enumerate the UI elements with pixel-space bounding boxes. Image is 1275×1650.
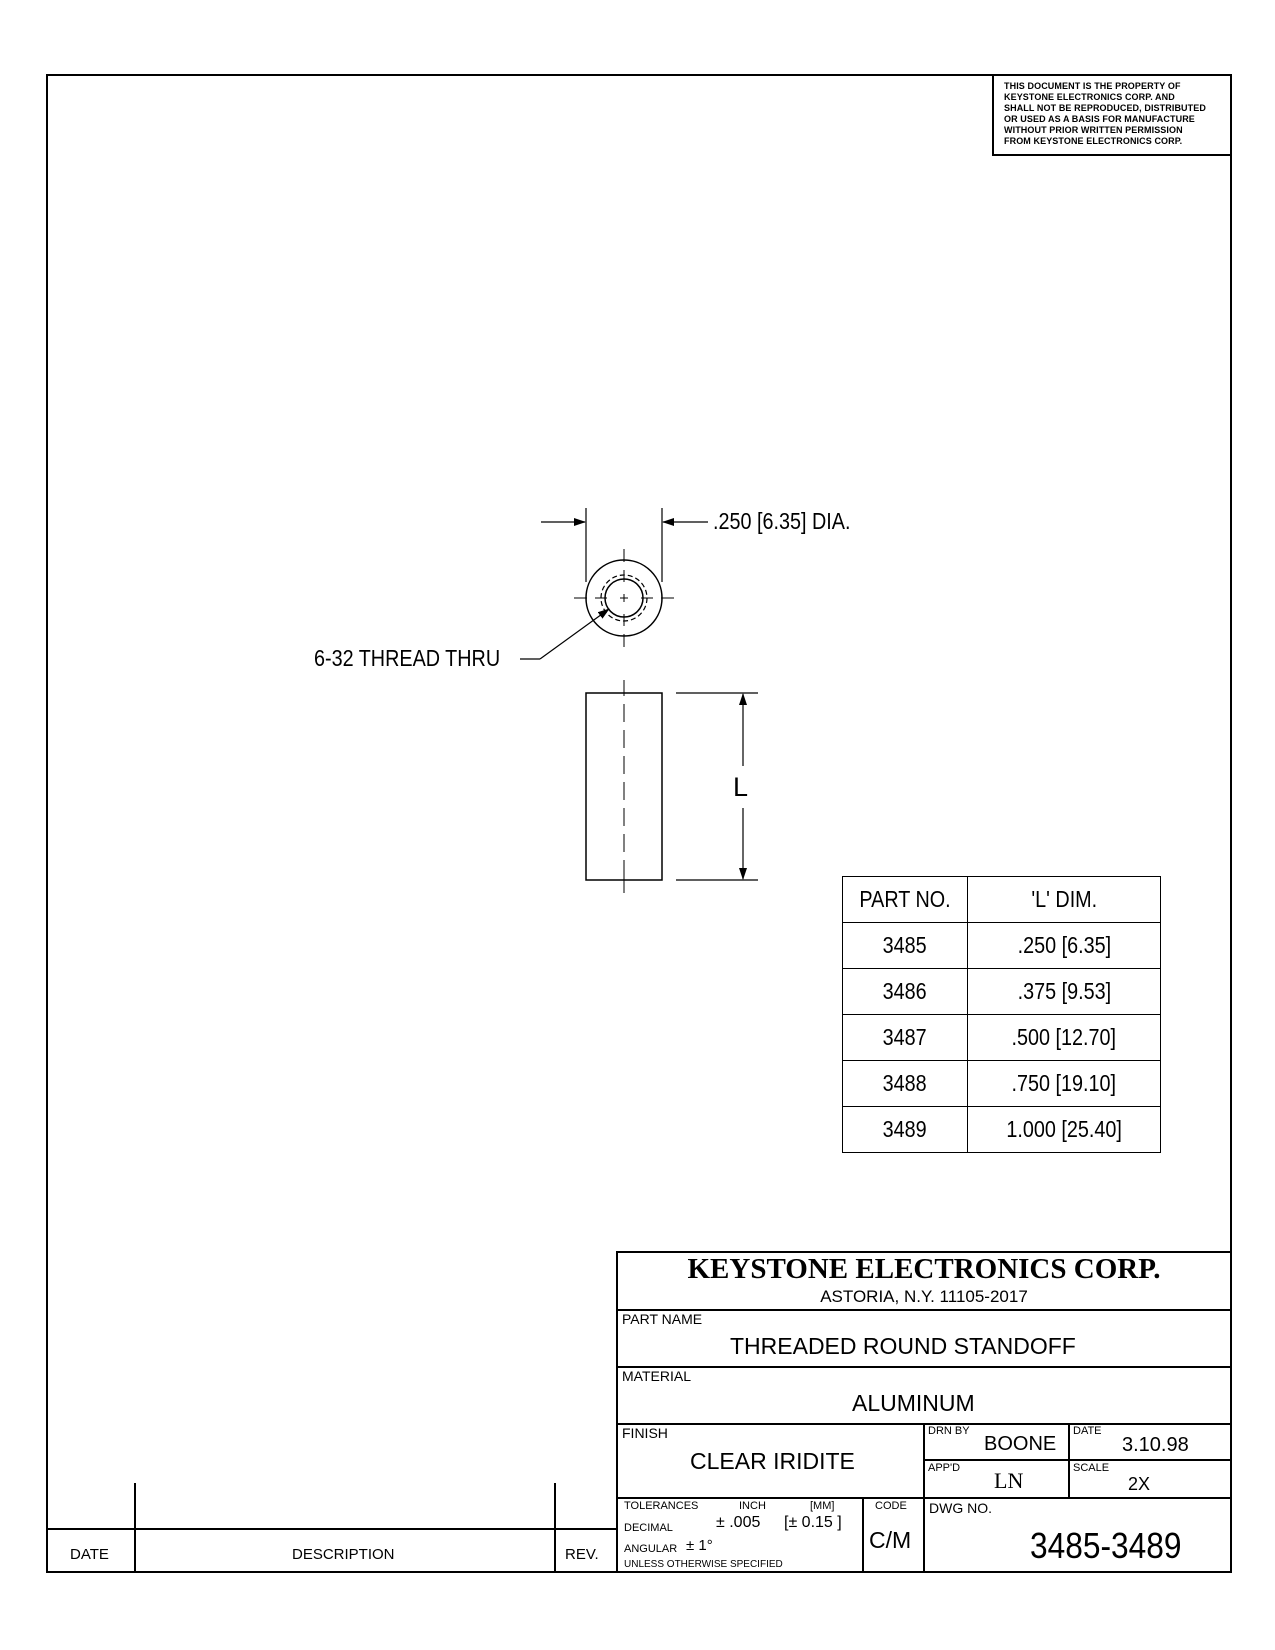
- table-header-row: [843, 877, 1161, 923]
- l-dim-cell: .250 [6.35]: [968, 923, 1161, 969]
- part-number-cell: 3485: [843, 923, 968, 969]
- material-label: MATERIAL: [622, 1368, 691, 1384]
- side-view: [586, 680, 662, 893]
- l-dim-cell: 1.000 [25.40]: [968, 1107, 1161, 1153]
- decimal-inch-value: ± .005: [716, 1514, 761, 1531]
- table-row: [843, 1015, 1161, 1061]
- material-value: ALUMINUM: [852, 1390, 975, 1416]
- dwg-no-label: DWG NO.: [929, 1500, 992, 1516]
- tolerances-label: TOLERANCES: [624, 1500, 699, 1512]
- scale-label: SCALE: [1073, 1462, 1110, 1474]
- header-part-no: PART NO.: [843, 877, 968, 923]
- notice-line: SHALL NOT BE REPRODUCED, DISTRIBUTED: [1004, 103, 1206, 113]
- table-row: [843, 969, 1161, 1015]
- part-name-value: THREADED ROUND STANDOFF: [730, 1333, 1076, 1359]
- unless-label: UNLESS OTHERWISE SPECIFIED: [624, 1559, 783, 1570]
- part-number-cell: 3486: [843, 969, 968, 1015]
- angular-label: ANGULAR: [624, 1543, 678, 1555]
- l-dim-cell: .500 [12.70]: [968, 1015, 1161, 1061]
- notice-line: OR USED AS A BASIS FOR MANUFACTURE: [1004, 114, 1195, 124]
- drn-by-label: DRN BY: [928, 1425, 970, 1437]
- part-name-label: PART NAME: [622, 1311, 703, 1327]
- finish-value: CLEAR IRIDITE: [690, 1448, 855, 1474]
- company-address: ASTORIA, N.Y. 11105-2017: [820, 1287, 1028, 1306]
- scale-value: 2X: [1128, 1474, 1151, 1494]
- table-row: [843, 923, 1161, 969]
- notice-line: THIS DOCUMENT IS THE PROPERTY OF: [1004, 81, 1181, 91]
- rev-header: REV.: [565, 1546, 599, 1563]
- notice-line: WITHOUT PRIOR WRITTEN PERMISSION: [1004, 125, 1183, 135]
- drn-by-value: BOONE: [984, 1433, 1057, 1455]
- dwg-no-value: 3485-3489: [1030, 1525, 1182, 1566]
- part-number-cell: 3487: [843, 1015, 968, 1061]
- table-row: [843, 1061, 1161, 1107]
- date-value: 3.10.98: [1122, 1434, 1189, 1456]
- rev-description-header: DESCRIPTION: [292, 1546, 395, 1563]
- appd-label: APP'D: [928, 1462, 961, 1474]
- mm-label: [MM]: [810, 1500, 835, 1512]
- header-l-dim: 'L' DIM.: [968, 877, 1161, 923]
- thread-callout: 6-32 THREAD THRU: [314, 645, 501, 671]
- part-number-cell: 3489: [843, 1107, 968, 1153]
- appd-value: LN: [994, 1468, 1024, 1493]
- thread-leader: [520, 609, 609, 659]
- angular-value: ± 1°: [686, 1537, 713, 1554]
- length-label: L: [733, 772, 749, 802]
- code-value: C/M: [869, 1527, 912, 1553]
- notice-line: KEYSTONE ELECTRONICS CORP. AND: [1004, 92, 1175, 102]
- part-number-cell: 3488: [843, 1061, 968, 1107]
- company-name: KEYSTONE ELECTRONICS CORP.: [687, 1253, 1161, 1285]
- diameter-callout: .250 [6.35] DIA.: [713, 508, 851, 534]
- decimal-label: DECIMAL: [624, 1522, 673, 1534]
- date-label: DATE: [1073, 1425, 1102, 1437]
- finish-label: FINISH: [622, 1425, 668, 1441]
- inch-label: INCH: [739, 1500, 766, 1512]
- part-table: [842, 876, 1161, 1153]
- l-dim-cell: .750 [19.10]: [968, 1061, 1161, 1107]
- code-label: CODE: [875, 1500, 907, 1512]
- top-view: [574, 549, 674, 647]
- rev-date-header: DATE: [70, 1546, 109, 1563]
- l-dim-cell: .375 [9.53]: [968, 969, 1161, 1015]
- table-row: [843, 1107, 1161, 1153]
- decimal-mm-value: [± 0.15 ]: [784, 1514, 842, 1531]
- notice-line: FROM KEYSTONE ELECTRONICS CORP.: [1004, 136, 1183, 146]
